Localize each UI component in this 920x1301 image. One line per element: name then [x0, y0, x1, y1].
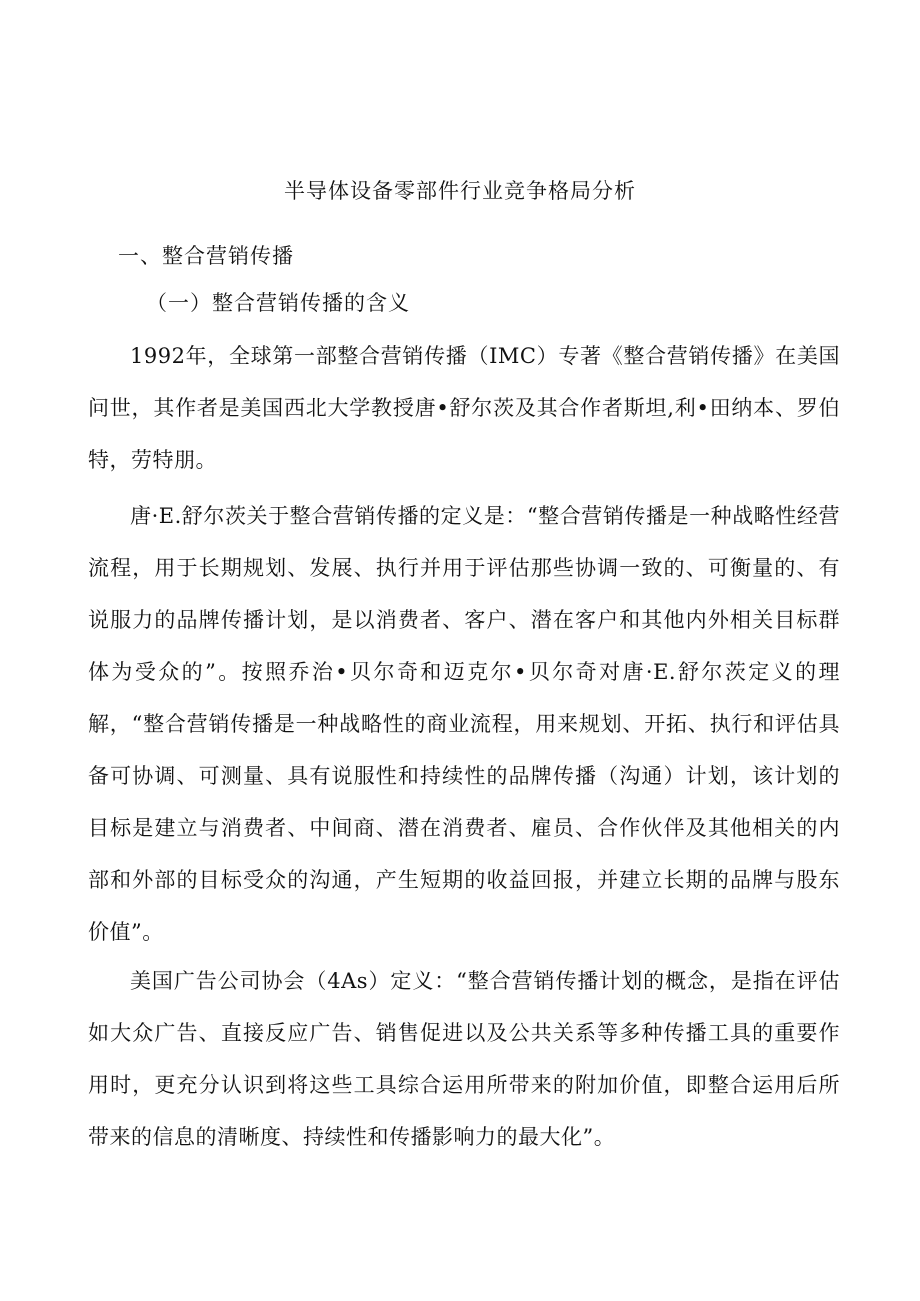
paragraph-4as-definition: 美国广告公司协会（4As）定义：“整合营销传播计划的概念，是指在评估如大众广告、直接反应广告、销售促进以及公共关系等多种传播工具的重要作用时，更充分认识到将这些工具综合运用所带来的附加价值，即整合运用后所带来的信息的清晰度、持续性和传播影响力的最大化”。 — [88, 969, 840, 1149]
section-heading: 一、整合营销传播 — [118, 244, 294, 268]
document-title: 半导体设备零部件行业竞争格局分析 — [284, 179, 636, 203]
subsection-heading: （一）整合营销传播的含义 — [146, 291, 410, 315]
paragraph-schultz-definition: 唐·E.舒尔茨关于整合营销传播的定义是：“整合营销传播是一种战略性经营流程，用于长期规划、发展、执行并用于评估那些协调一致的、可衡量的、有说服力的品牌传播计划，是以消费者、客户、潜在客户和其他内外相关目标群体为受众的”。按照乔治•贝尔奇和迈克尔•贝尔奇对唐·E.舒尔茨定义的理解，“整合营销传播是一种战略性的商业流程，用来规划、开拓、执行和评估具备可协调、可测量、具有说服性和持续性的品牌传播（沟通）计划，该计划的目标是建立与消费者、中间商、潜在消费者、雇员、合作伙伴及其他相关的内部和外部的目标受众的沟通，产生短期的收益回报，并建立长期的品牌与股东价值”。 — [88, 504, 840, 944]
paragraph-imc-origin: 1992年，全球第一部整合营销传播（IMC）专著《整合营销传播》在美国问世，其作者是美国西北大学教授唐•舒尔茨及其合作者斯坦,利•田纳本、罗伯特，劳特朋。 — [88, 344, 840, 472]
